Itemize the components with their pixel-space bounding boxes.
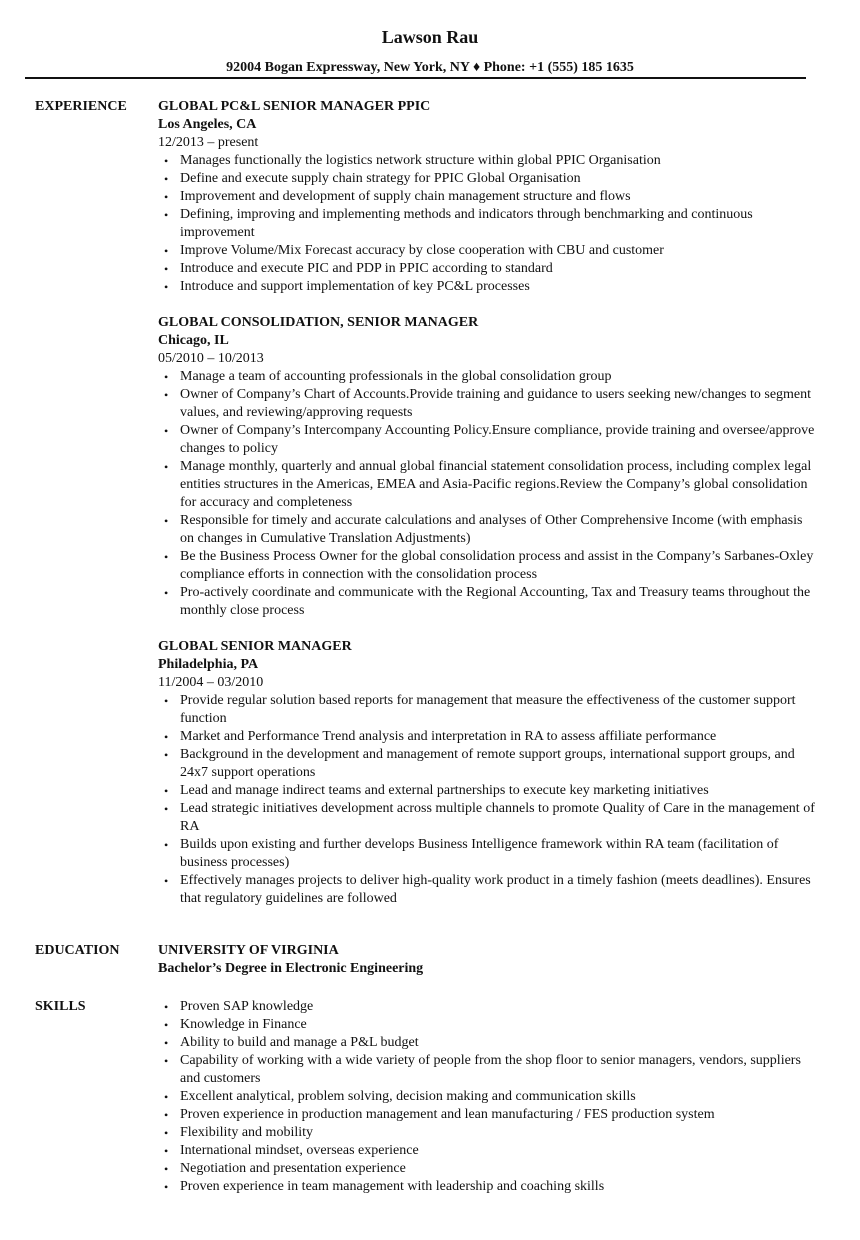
skill-item: • Capability of working with a wide variety of people from the shop floor to senior managers, vendors, suppliers and customers [158, 1052, 818, 1088]
job-title: GLOBAL PC&L SENIOR MANAGER PPIC [158, 99, 431, 114]
bullet-item: • Lead and manage indirect teams and external partnerships to execute key marketing initiatives [158, 782, 818, 800]
bullet-item: • Background in the development and management of remote support groups, international support groups, and 24x7 support operations [158, 746, 818, 782]
job-dates: 05/2010 – 10/2013 [158, 351, 264, 366]
bullet-item: • Introduce and support implementation of key PC&L processes [158, 278, 818, 296]
job-entry [158, 98, 818, 296]
skill-item: • Proven experience in team management with leadership and coaching skills [158, 1178, 818, 1196]
section-label-experience: EXPERIENCE [35, 99, 127, 114]
job-bullets [158, 368, 818, 620]
job-dates: 11/2004 – 03/2010 [158, 675, 264, 690]
skill-item: • Proven SAP knowledge [158, 998, 818, 1016]
section-label-education: EDUCATION [35, 943, 120, 958]
bullet-item: • Responsible for timely and accurate calculations and analyses of Other Comprehensive Income (with emphasis on changes in Cumulative Translation Adjustments) [158, 512, 818, 548]
school-name: UNIVERSITY OF VIRGINIA [158, 943, 339, 958]
bullet-item: • Improvement and development of supply chain management structure and flows [158, 188, 818, 206]
experience-list [158, 98, 818, 926]
bullet-item: • Builds upon existing and further develops Business Intelligence framework within RA team (facilitation of business processes) [158, 836, 818, 872]
job-bullets [158, 692, 818, 908]
bullet-item: • Introduce and execute PIC and PDP in PPIC according to standard [158, 260, 818, 278]
bullet-item: • Effectively manages projects to deliver high-quality work product in a timely fashion (meets deadlines). Ensures that regulatory guidelines are followed [158, 872, 818, 908]
job-entry [158, 638, 818, 908]
job-location: Los Angeles, CA [158, 117, 257, 132]
degree: Bachelor’s Degree in Electronic Engineering [158, 961, 424, 976]
skill-item: • Proven experience in production management and lean manufacturing / FES production system [158, 1106, 818, 1124]
bullet-item: • Pro-actively coordinate and communicate with the Regional Accounting, Tax and Treasury teams throughout the monthly close process [158, 584, 818, 620]
bullet-item: • Improve Volume/Mix Forecast accuracy by close cooperation with CBU and customer [158, 242, 818, 260]
bullet-item: • Define and execute supply chain strategy for PPIC Global Organisation [158, 170, 818, 188]
skills-list [158, 998, 818, 1196]
bullet-item: • Manage a team of accounting professionals in the global consolidation group [158, 368, 818, 386]
skill-item: • Knowledge in Finance [158, 1016, 818, 1034]
header-divider [25, 77, 806, 79]
bullet-item: • Owner of Company’s Intercompany Accounting Policy.Ensure compliance, provide training and oversee/approve changes to policy [158, 422, 818, 458]
job-title: GLOBAL SENIOR MANAGER [158, 639, 352, 654]
bullet-item: • Be the Business Process Owner for the global consolidation process and assist in the Company’s Sarbanes-Oxley compliance efforts in connection with the consolidation process [158, 548, 818, 584]
skill-item: • Excellent analytical, problem solving, decision making and communication skills [158, 1088, 818, 1106]
job-location: Philadelphia, PA [158, 657, 259, 672]
education-entry [158, 942, 818, 978]
job-bullets [158, 152, 818, 296]
skills-content [158, 998, 818, 1196]
contact-line: 92004 Bogan Expressway, New York, NY ♦ Phone: +1 (555) 185 1635 [226, 60, 634, 75]
bullet-item: • Lead strategic initiatives development across multiple channels to promote Quality of Care in the management of RA [158, 800, 818, 836]
skill-item: • Ability to build and manage a P&L budget [158, 1034, 818, 1052]
bullet-item: • Market and Performance Trend analysis and interpretation in RA to assess affiliate performance [158, 728, 818, 746]
skill-item: • International mindset, overseas experience [158, 1142, 818, 1160]
bullet-item: • Manages functionally the logistics network structure within global PPIC Organisation [158, 152, 818, 170]
job-dates: 12/2013 – present [158, 135, 259, 150]
skill-item: • Flexibility and mobility [158, 1124, 818, 1142]
bullet-item: • Manage monthly, quarterly and annual global financial statement consolidation process, including complex legal entities structures in the Americas, EMEA and Asia-Pacific regions.Review the Company’s global consolidation for accuracy and completeness [158, 458, 818, 512]
skill-item: • Negotiation and presentation experience [158, 1160, 818, 1178]
bullet-item: • Defining, improving and implementing methods and indicators through benchmarking and continuous improvement [158, 206, 818, 242]
bullet-item: • Owner of Company’s Chart of Accounts.Provide training and guidance to users seeking new/changes to segment values, and reviewing/approving requests [158, 386, 818, 422]
bullet-item: • Provide regular solution based reports for management that measure the effectiveness of the customer support function [158, 692, 818, 728]
job-entry [158, 314, 818, 620]
job-title: GLOBAL CONSOLIDATION, SENIOR MANAGER [158, 315, 479, 330]
section-label-skills: SKILLS [35, 999, 86, 1014]
job-location: Chicago, IL [158, 333, 229, 348]
candidate-name: Lawson Rau [381, 27, 479, 47]
